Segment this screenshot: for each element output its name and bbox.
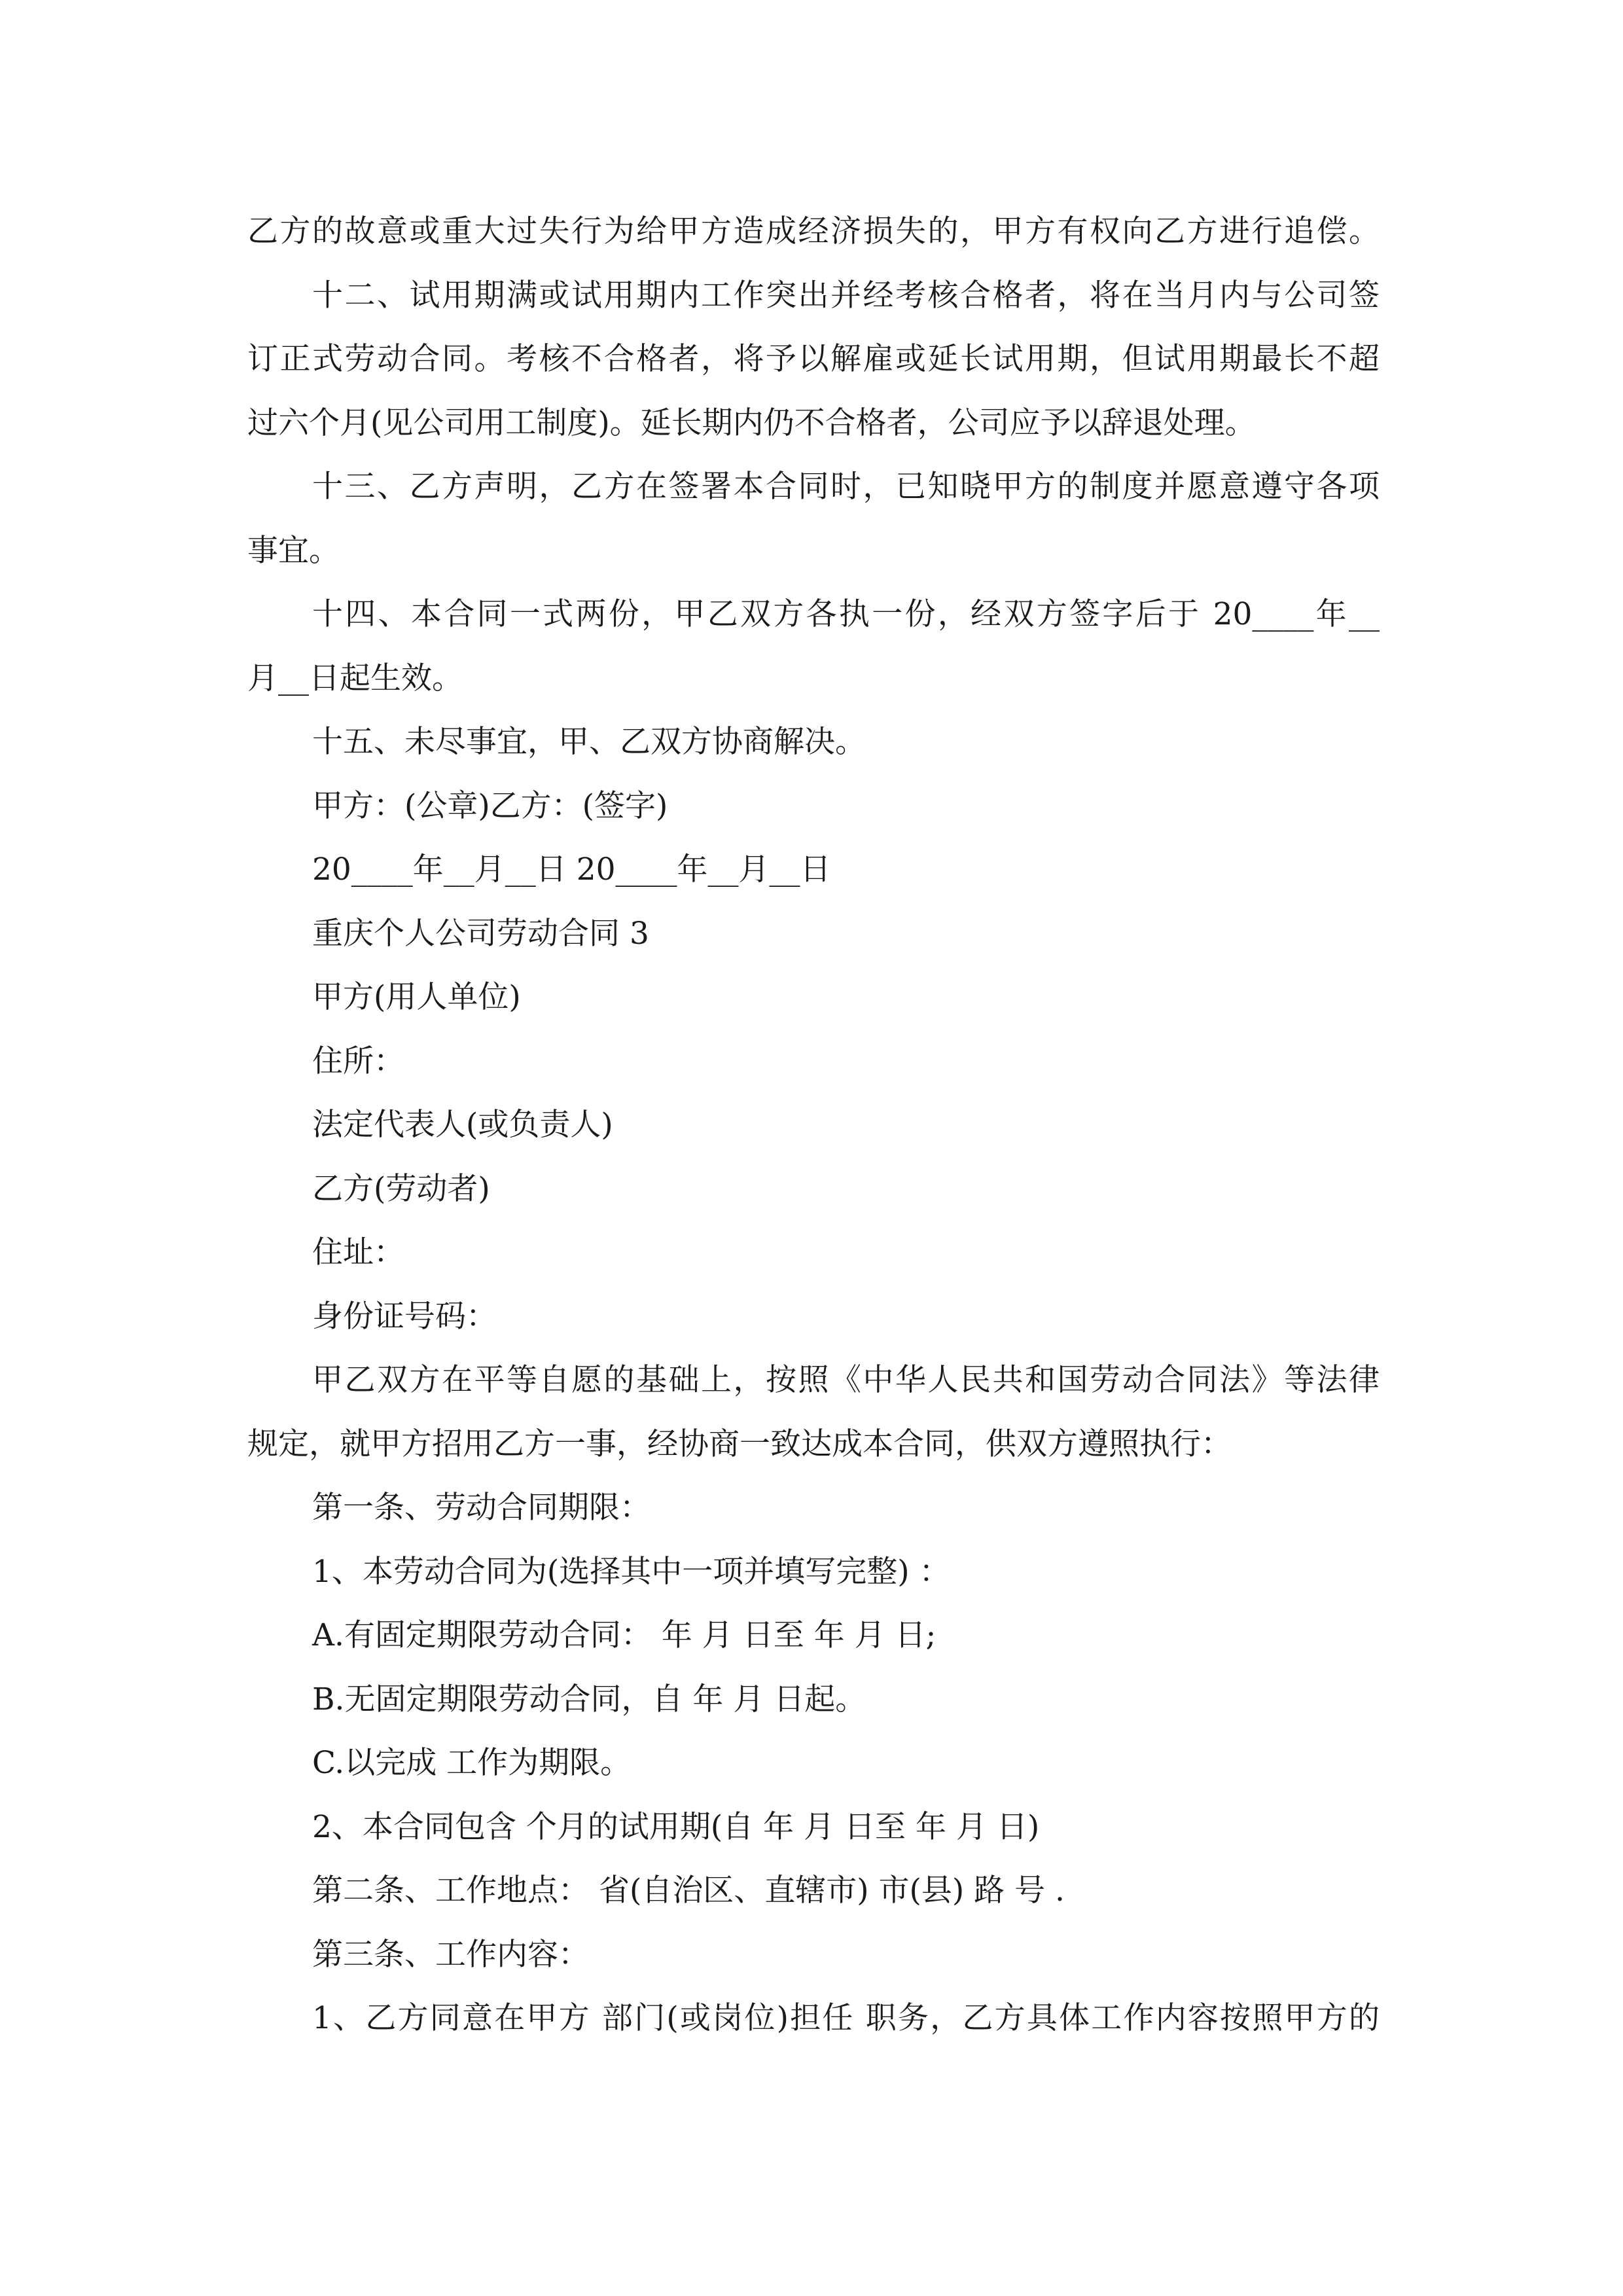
text-line: 月__日起生效。 <box>247 660 463 696</box>
text-line: 订正式劳动合同。考核不合格者，将予以解雇或延长试用期，但试用期最长不超 <box>247 341 1380 377</box>
legal-representative-label: 法定代表人(或负责人) <box>312 1107 613 1143</box>
clause-line: C.以完成 工作为期限。 <box>312 1745 632 1781</box>
text-line: 十四、本合同一式两份，甲乙双方各执一份，经双方签字后于 20____年__ <box>312 596 1380 632</box>
text-line: 规定，就甲方招用乙方一事，经协商一致达成本合同，供双方遵照执行： <box>247 1426 1232 1462</box>
residence-label: 住址： <box>312 1234 404 1270</box>
article-heading: 第一条、劳动合同期限： <box>312 1490 651 1526</box>
text-line: 十三、乙方声明，乙方在签署本合同时，已知晓甲方的制度并愿意遵守各项 <box>312 469 1380 505</box>
address-label: 住所： <box>312 1043 404 1079</box>
text-line: 乙方的故意或重大过失行为给甲方造成经济损失的，甲方有权向乙方进行追偿。 <box>247 213 1380 249</box>
signature-line: 甲方：(公章)乙方：(签字) <box>312 787 668 824</box>
party-a-label: 甲方(用人单位) <box>312 979 521 1015</box>
text-line: 甲乙双方在平等自愿的基础上，按照《中华人民共和国劳动合同法》等法律 <box>312 1362 1380 1398</box>
date-line: 20____年__月__日 20____年__月__日 <box>312 852 831 888</box>
party-b-label: 乙方(劳动者) <box>312 1170 490 1207</box>
text-line: 十五、未尽事宜，甲、乙双方协商解决。 <box>312 724 866 760</box>
id-number-label: 身份证号码： <box>312 1298 497 1335</box>
article-heading: 第二条、工作地点： 省(自治区、直辖市) 市(县) 路 号 . <box>312 1873 1065 1909</box>
section-title: 重庆个人公司劳动合同 3 <box>312 915 649 952</box>
text-line: 过六个月(见公司用工制度)。延长期内仍不合格者，公司应予以辞退处理。 <box>247 404 1256 441</box>
text-line: 十二、试用期满或试用期内工作突出并经考核合格者，将在当月内与公司签 <box>312 277 1380 314</box>
text-line: 事宜。 <box>247 532 340 569</box>
article-heading: 第三条、工作内容： <box>312 1936 589 1973</box>
clause-line: 2、本合同包含 个月的试用期(自 年 月 日至 年 月 日) <box>312 1808 1040 1845</box>
clause-line: 1、本劳动合同为(选择其中一项并填写完整) ： <box>312 1553 950 1590</box>
document-body <box>247 200 1380 2051</box>
clause-line: 1、乙方同意在甲方 部门(或岗位)担任 职务，乙方具体工作内容按照甲方的 <box>312 2000 1380 2036</box>
clause-line: B.无固定期限劳动合同，自 年 月 日起。 <box>312 1681 866 1717</box>
clause-line: A.有固定期限劳动合同： 年 月 日至 年 月 日; <box>312 1617 936 1653</box>
